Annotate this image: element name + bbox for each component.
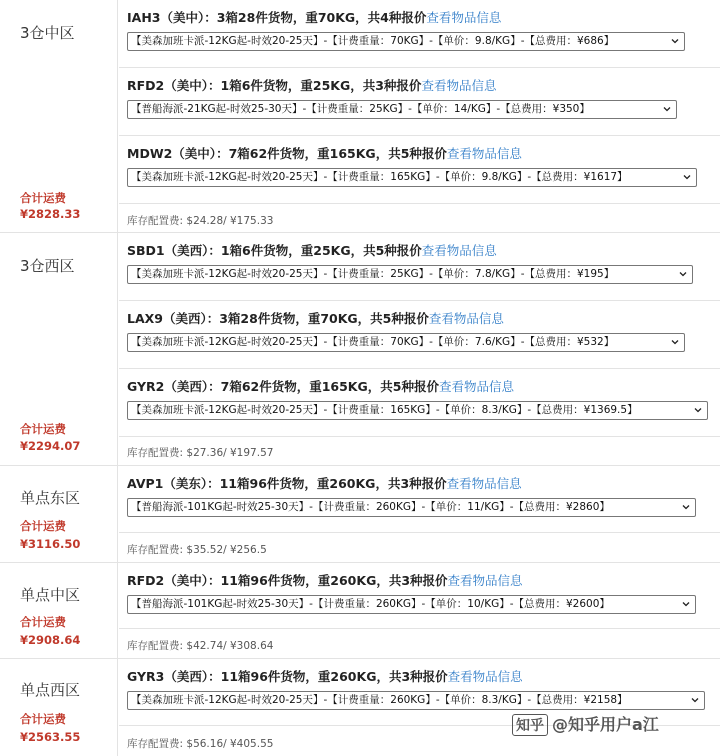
warehouse-list [119, 233, 720, 465]
warehouse-code: RFD2（美中） [127, 78, 208, 93]
warehouse-title [127, 474, 522, 492]
view-items-link[interactable]: 查看物品信息 [446, 476, 522, 491]
warehouse-list [119, 659, 720, 756]
warehouse-list [119, 466, 720, 562]
zone-summary [0, 563, 118, 658]
inventory-fee [127, 736, 273, 751]
inventory-fee-value: $24.28/ ¥175.33 [186, 215, 274, 227]
zone-name: 3仓中区 [20, 24, 75, 42]
total-freight-label: 合计运费 [20, 712, 66, 726]
warehouse-row [119, 369, 720, 437]
chevron-down-icon [671, 37, 679, 45]
warehouse-desc: ：3箱28件货物，重70KG，共5种报价 [206, 311, 429, 326]
quote-select[interactable] [127, 32, 685, 51]
total-freight-value: ¥2294.07 [20, 439, 81, 453]
total-freight-value: ¥2908.64 [20, 633, 81, 647]
quote-select-value: 【美森加班卡派-12KG起-时效20-25天】-【计费重量：70KG】-【单价：9.8/KG】-【总费用：¥686】 [131, 35, 615, 47]
warehouse-title [127, 8, 501, 26]
warehouse-title [127, 667, 523, 685]
warehouse-code: SBD1（美西） [127, 243, 209, 258]
quote-select-value: 【普船海派-101KG起-时效25-30天】-【计费重量：260KG】-【单价：10/KG】-【总费用：¥2600】 [131, 598, 610, 610]
zone-group-single-east [0, 466, 720, 563]
warehouse-row [119, 563, 720, 629]
quote-select-value: 【普船海派-101KG起-时效25-30天】-【计费重量：260KG】-【单价：11/KG】-【总费用：¥2860】 [131, 501, 610, 513]
view-items-link[interactable]: 查看物品信息 [447, 573, 523, 588]
warehouse-code: RFD2（美中） [127, 573, 208, 588]
quote-select-value: 【美森加班卡派-12KG起-时效20-25天】-【计费重量：25KG】-【单价：7.8/KG】-【总费用：¥195】 [131, 268, 615, 280]
view-items-link[interactable]: 查看物品信息 [421, 78, 497, 93]
total-freight-label: 合计运费 [20, 191, 66, 205]
chevron-down-icon [694, 406, 702, 414]
zone-summary [0, 0, 118, 232]
inventory-fee-label: 库存配置费: [127, 447, 184, 459]
zone-group-3-west [0, 233, 720, 466]
inventory-fee-label: 库存配置费: [127, 738, 184, 750]
warehouse-code: IAH3（美中） [127, 10, 205, 25]
chevron-down-icon [671, 338, 679, 346]
zone-group-single-central [0, 563, 720, 659]
warehouse-desc: ：1箱6件货物，重25KG，共3种报价 [208, 78, 422, 93]
quote-select[interactable] [127, 265, 693, 284]
warehouse-desc: ：11箱96件货物，重260KG，共3种报价 [207, 476, 447, 491]
quote-select-value: 【美森加班卡派-12KG起-时效20-25天】-【计费重量：260KG】-【单价：8.3/KG】-【总费用：¥2158】 [131, 694, 628, 706]
warehouse-code: GYR3（美西） [127, 669, 209, 684]
view-items-link[interactable]: 查看物品信息 [446, 146, 522, 161]
inventory-fee [127, 213, 273, 228]
warehouse-title [127, 309, 504, 327]
zone-name: 3仓西区 [20, 257, 75, 275]
warehouse-code: GYR2（美西） [127, 379, 209, 394]
quote-select[interactable] [127, 100, 677, 119]
inventory-fee-label: 库存配置费: [127, 640, 184, 652]
total-freight-value: ¥2828.33 [20, 207, 81, 221]
warehouse-title [127, 76, 496, 94]
warehouse-desc: ：3箱28件货物，重70KG，共4种报价 [204, 10, 427, 25]
inventory-fee-label: 库存配置费: [127, 544, 184, 556]
warehouse-row [119, 301, 720, 369]
quote-select[interactable] [127, 401, 708, 420]
total-freight-label: 合计运费 [20, 519, 66, 533]
inventory-fee [127, 542, 267, 557]
total-freight-label: 合计运费 [20, 422, 66, 436]
chevron-down-icon [682, 600, 690, 608]
view-items-link[interactable]: 查看物品信息 [447, 669, 523, 684]
zone-summary [0, 466, 118, 562]
watermark-text: @知乎用户a江 [552, 715, 659, 734]
view-items-link[interactable]: 查看物品信息 [421, 243, 497, 258]
quote-select[interactable] [127, 333, 685, 352]
quote-select-value: 【普船海派-21KG起-时效25-30天】-【计费重量：25KG】-【单价：14/KG】-【总费用：¥350】 [131, 103, 590, 115]
warehouse-list [119, 563, 720, 658]
chevron-down-icon [691, 696, 699, 704]
zone-group-3-central [0, 0, 720, 233]
inventory-fee [127, 638, 273, 653]
total-freight-label: 合计运费 [20, 615, 66, 629]
warehouse-row [119, 466, 720, 533]
zone-name: 单点中区 [20, 586, 81, 604]
zhihu-logo: 知乎 [512, 714, 548, 736]
inventory-fee-value: $42.74/ ¥308.64 [186, 640, 274, 652]
zone-name: 单点东区 [20, 489, 81, 507]
inventory-fee-value: $35.52/ ¥256.5 [186, 544, 267, 556]
warehouse-row [119, 136, 720, 204]
view-items-link[interactable]: 查看物品信息 [438, 379, 514, 394]
inventory-fee [127, 445, 273, 460]
warehouse-title [127, 571, 523, 589]
warehouse-desc: ：11箱96件货物，重260KG，共3种报价 [208, 669, 448, 684]
total-freight-value: ¥3116.50 [20, 537, 81, 551]
chevron-down-icon [679, 270, 687, 278]
view-items-link[interactable]: 查看物品信息 [426, 10, 502, 25]
total-freight-value: ¥2563.55 [20, 730, 81, 744]
warehouse-desc: ：11箱96件货物，重260KG，共3种报价 [208, 573, 448, 588]
inventory-fee-value: $27.36/ ¥197.57 [186, 447, 274, 459]
warehouse-desc: ：7箱62件货物，重165KG，共5种报价 [216, 146, 447, 161]
quote-select[interactable] [127, 168, 697, 187]
warehouse-code: AVP1（美东） [127, 476, 208, 491]
warehouse-title [127, 241, 497, 259]
zhihu-watermark [512, 712, 659, 736]
quote-select-value: 【美森加班卡派-12KG起-时效20-25天】-【计费重量：165KG】-【单价：9.8/KG】-【总费用：¥1617】 [131, 171, 628, 183]
warehouse-title [127, 144, 522, 162]
quote-select-value: 【美森加班卡派-12KG起-时效20-25天】-【计费重量：70KG】-【单价：7.6/KG】-【总费用：¥532】 [131, 336, 615, 348]
inventory-fee-value: $56.16/ ¥405.55 [186, 738, 274, 750]
warehouse-row [119, 0, 720, 68]
zone-group-single-west [0, 659, 720, 756]
quote-select[interactable] [127, 691, 705, 710]
chevron-down-icon [682, 503, 690, 511]
warehouse-desc: ：7箱62件货物，重165KG，共5种报价 [208, 379, 439, 394]
inventory-fee-label: 库存配置费: [127, 215, 184, 227]
quote-select[interactable] [127, 595, 696, 614]
warehouse-desc: ：1箱6件货物，重25KG，共5种报价 [208, 243, 422, 258]
chevron-down-icon [683, 173, 691, 181]
view-items-link[interactable]: 查看物品信息 [428, 311, 504, 326]
warehouse-code: LAX9（美西） [127, 311, 207, 326]
quote-select-value: 【美森加班卡派-12KG起-时效20-25天】-【计费重量：165KG】-【单价：8.3/KG】-【总费用：¥1369.5】 [131, 404, 638, 416]
zone-summary [0, 659, 118, 756]
warehouse-code: MDW2（美中） [127, 146, 217, 161]
warehouse-row [119, 233, 720, 301]
chevron-down-icon [663, 105, 671, 113]
quote-select[interactable] [127, 498, 696, 517]
zone-summary [0, 233, 118, 465]
warehouse-title [127, 377, 514, 395]
zone-name: 单点西区 [20, 681, 81, 699]
warehouse-list [119, 0, 720, 232]
warehouse-row [119, 68, 720, 136]
